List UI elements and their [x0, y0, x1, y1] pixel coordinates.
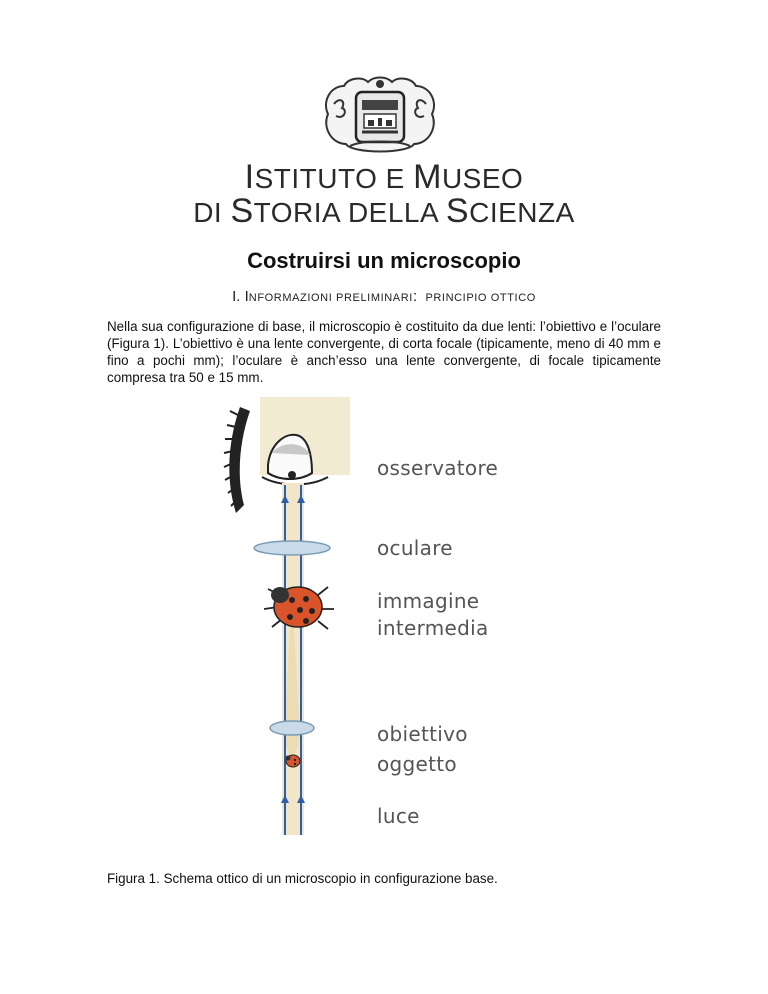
label-observer: osservatore: [377, 456, 499, 480]
label-intermediate-image-1: immagine: [377, 589, 480, 613]
section-title: NFORMAZIONI PRELIMINARI: [248, 292, 413, 304]
initial-letter: M: [413, 158, 442, 196]
word-part: TORIA DELLA: [253, 197, 446, 228]
figure-caption: Figura 1. Schema ottico di un microscopio in configurazione base.: [107, 871, 498, 886]
section-initial: I: [244, 288, 249, 305]
label-objective: obiettivo: [377, 722, 468, 746]
objective-lens: [270, 721, 314, 735]
label-intermediate-image-2: intermedia: [377, 616, 489, 640]
section-number: I.: [232, 288, 241, 305]
label-object: oggetto: [377, 752, 457, 776]
word-part: USEO: [441, 163, 524, 194]
ladybug-large-icon: [264, 587, 334, 629]
section-subtitle: PRINCIPIO OTTICO: [425, 292, 536, 304]
eyepiece-lens: [254, 541, 330, 555]
section-colon: :: [412, 288, 418, 305]
label-light: luce: [377, 804, 420, 828]
initial-letter: S: [230, 192, 254, 230]
intro-paragraph: Nella sua configurazione di base, il microscopio è costituito da due lenti: l’obiettivo e l’oculare (Figura 1). L’obiettivo è una lente convergente, di corta focale (tipicamente, meno di 40 mm e fino a pochi mm); l’oculare è anch’esso una lente convergente, di focale tipicamente compresa tra 50 e 15 mm.: [107, 319, 661, 385]
page-title: Costruirsi un microscopio: [247, 248, 521, 273]
section-heading: [0, 288, 768, 305]
institute-crest-logo: [318, 74, 442, 158]
institute-name-line-2: [0, 192, 768, 231]
initial-letter: I: [244, 158, 255, 196]
word-part: STITUTO E: [254, 163, 414, 194]
eyebrow-hatch: [229, 407, 250, 513]
initial-letter: S: [445, 192, 470, 230]
word-part: DI: [193, 197, 231, 228]
ladybug-small-icon: [286, 755, 301, 767]
label-eyepiece: oculare: [377, 536, 453, 560]
word-part: CIENZA: [469, 197, 575, 228]
